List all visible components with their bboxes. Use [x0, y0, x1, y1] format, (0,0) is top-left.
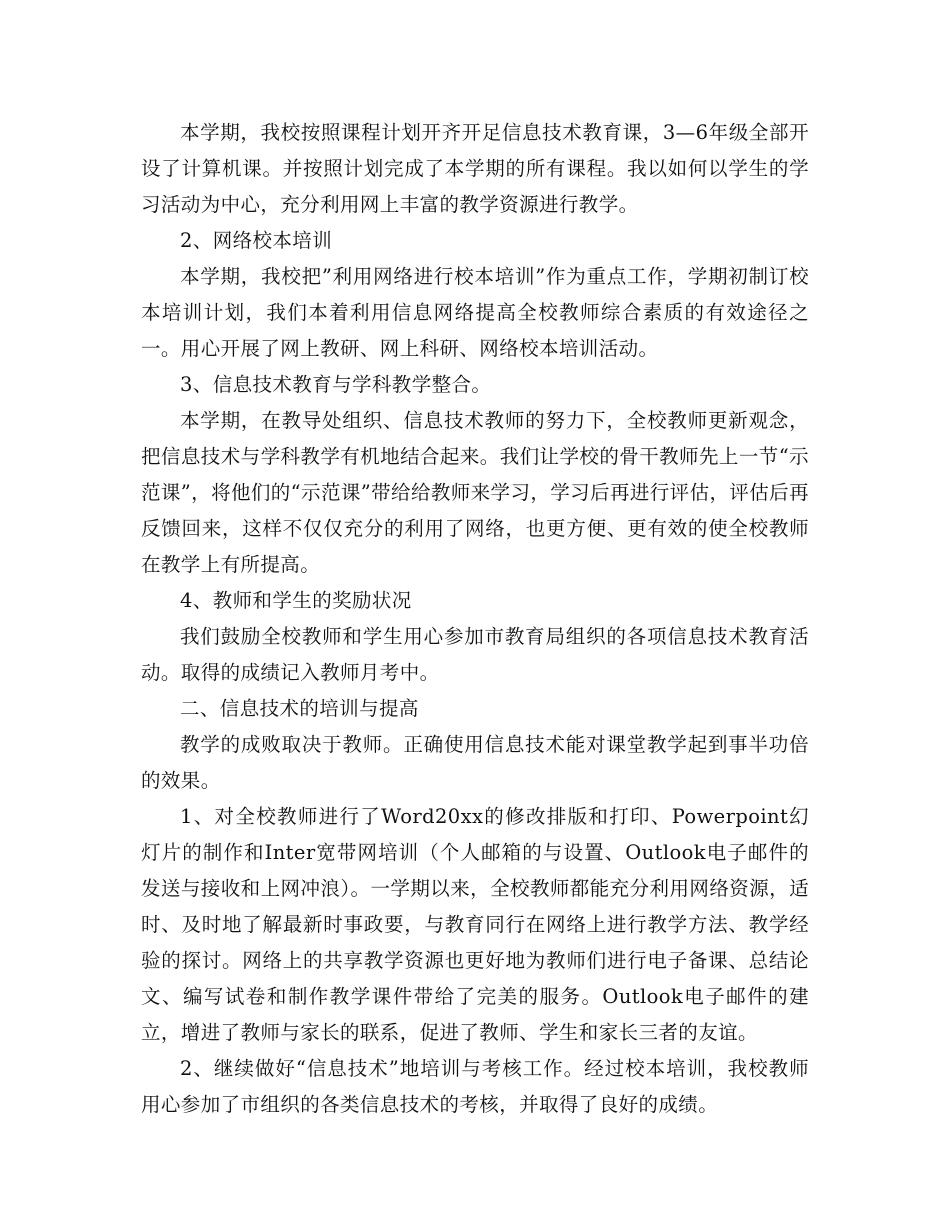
- paragraph-network-training: 本学期，我校把”利用网络进行校本培训”作为重点工作，学期初制订校本培训计划，我们本着利用信息网络提高全校教师综合素质的有效途径之一。用心开展了网上教研、网上科研、网络校本培训活动。: [141, 265, 809, 360]
- heading-network-training: 2、网络校本培训: [180, 229, 333, 252]
- paragraph-awards: 我们鼓励全校教师和学生用心参加市教育局组织的各项信息技术教育活动。取得的成绩记入教师月考中。: [141, 625, 809, 684]
- paragraph-curriculum: 本学期，我校按照课程计划开齐开足信息技术教育课，3—6年级全部开设了计算机课。并按照计划完成了本学期的所有课程。我以如何以学生的学习活动为中心，充分利用网上丰富的教学资源进行教学。: [141, 121, 809, 216]
- heading-section-two: 二、信息技术的培训与提高: [180, 697, 419, 720]
- paragraph-training-item-1: 1、对全校教师进行了Word20xx的修改排版和打印、Powerpoint幻灯片的制作和Inter宽带网培训（个人邮箱的与设置、Outlook电子邮件的发送与接收和上网冲浪）。一学期以来，全校教师都能充分利用网络资源，适时、及时地了解最新时事政要，与教育同行在网络上进行教学方法、教学经验的探讨。网络上的共享教学资源也更好地为教师们进行电子备课、总结论文、编写试卷和制作教学课件带给了完美的服务。Outlook电子邮件的建立，增进了教师与家长的联系，促进了教师、学生和家长三者的友谊。: [141, 805, 809, 1044]
- document-body: [141, 115, 809, 1123]
- heading-awards: 4、教师和学生的奖励状况: [180, 589, 412, 612]
- paragraph-training-item-2: 2、继续做好“信息技术”地培训与考核工作。经过校本培训，我校教师用心参加了市组织的各类信息技术的考核，并取得了良好的成绩。: [141, 1057, 809, 1116]
- heading-integration: 3、信息技术教育与学科教学整合。: [180, 373, 492, 396]
- paragraph-teacher-role: 教学的成败取决于教师。正确使用信息技术能对课堂教学起到事半功倍的效果。: [141, 733, 809, 792]
- paragraph-integration: 本学期，在教导处组织、信息技术教师的努力下，全校教师更新观念，把信息技术与学科教学有机地结合起来。我们让学校的骨干教师先上一节“示范课”，将他们的“示范课”带给给教师来学习，学习后再进行评估，评估后再反馈回来，这样不仅仅充分的利用了网络，也更方便、更有效的使全校教师在教学上有所提高。: [141, 409, 809, 576]
